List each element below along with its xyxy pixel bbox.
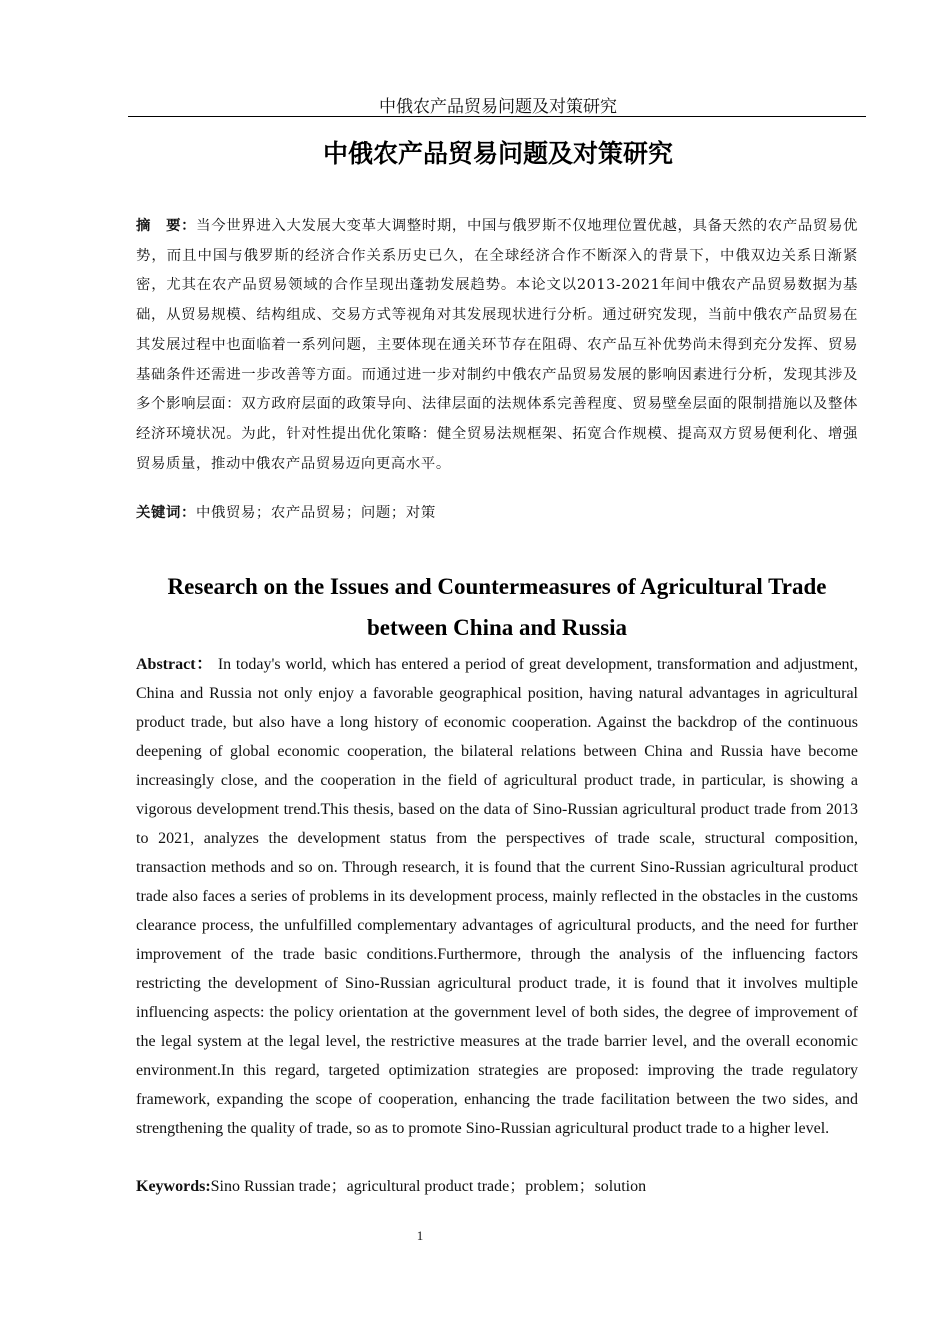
english-abstract-text: In today's world, which has entered a period of great development, transformation and adjustment, China and Russia not only enjoy a favorable geographical position, having natural advantages in agricultural product trade, but also have a long history of economic cooperation. Against the backdrop of the continuous deepening of global economic cooperation, the bilateral relations between China and Russia have become increasingly close, and the cooperation in the field of agricultural product trade, in particular, is showing a vigorous development trend.This thesis, based on the data of Sino-Russian agricultural product trade from 2013 to 2021, analyzes the development status from the perspectives of trade scale, structural composition, transaction methods and so on. Through research, it is found that the current Sino-Russian agricultural product trade also faces a series of problems in its development process, mainly reflected in the obstacles in the customs clearance process, the unfulfilled complementary advantages of agricultural products, and the need for further improvement of the trade basic conditions.Furthermore, through the analysis of the influencing factors restricting the development of Sino-Russian agricultural product trade, it is found that it involves multiple influencing aspects: the policy orientation at the government level of both sides, the degree of improvement of the legal system at the legal level, the restrictive measures at the trade barrier level, and the overall economic environment.In this regard, targeted optimization strategies are proposed: improving the trade regulatory framework, expanding the scope of cooperation, enhancing the trade facilitation between the two sides, and strengthening the quality of trade, so as to promote Sino-Russian agricultural product trade to a higher level. (136, 656, 859, 1137)
page-number: 1 (416, 1228, 424, 1243)
chinese-keywords-text: 中俄贸易；农产品贸易；问题；对策 (195, 505, 436, 521)
chinese-abstract-text: 当今世界进入大发展大变革大调整时期，中国与俄罗斯不仅地理位置优越，具备天然的农产品贸易优势，而且中国与俄罗斯的经济合作关系历史已久，在全球经济合作不断深入的背景下，中俄双边关系日渐紧密，尤其在农产品贸易领域的合作呈现出蓬勃发展趋势。本论文以2013-2021年间中俄农产品贸易数据为基础，从贸易规模、结构组成、交易方式等视角对其发展现状进行分析。通过研究发现，当前中俄农产品贸易在其发展过程中也面临着一系列问题，主要体现在通关环节存在阻碍、农产品互补优势尚未得到充分发挥、贸易基础条件还需进一步改善等方面。而通过进一步对制约中俄农产品贸易发展的影响因素进行分析，发现其涉及多个影响层面：双方政府层面的政策导向、法律层面的法规体系完善程度、贸易壁垒层面的限制措施以及整体经济环境状况。为此，针对性提出优化策略：健全贸易法规框架、拓宽合作规模、提高双方贸易便利化、增强贸易质量，推动中俄农产品贸易迈向更高水平。 (136, 218, 858, 472)
english-keywords-label: Keywords: (136, 1178, 211, 1195)
english-title: Research on the Issues and Countermeasures of Agricultural Trade between China and Russia (167, 574, 827, 640)
header-rule (128, 116, 866, 117)
running-header: 中俄农产品贸易问题及对策研究 (379, 97, 617, 117)
english-abstract (136, 650, 858, 1143)
english-abstract-label: Abstract： (136, 656, 214, 673)
chinese-abstract (136, 212, 858, 479)
chinese-keywords-label: 关键词： (136, 505, 196, 521)
english-keywords (136, 1174, 858, 1200)
chinese-abstract-label: 摘 要： (136, 218, 197, 234)
english-keywords-text: Sino Russian trade；agricultural product trade；problem；solution (210, 1178, 647, 1195)
chinese-keywords (136, 500, 858, 526)
chinese-title: 中俄农产品贸易问题及对策研究 (322, 139, 673, 168)
